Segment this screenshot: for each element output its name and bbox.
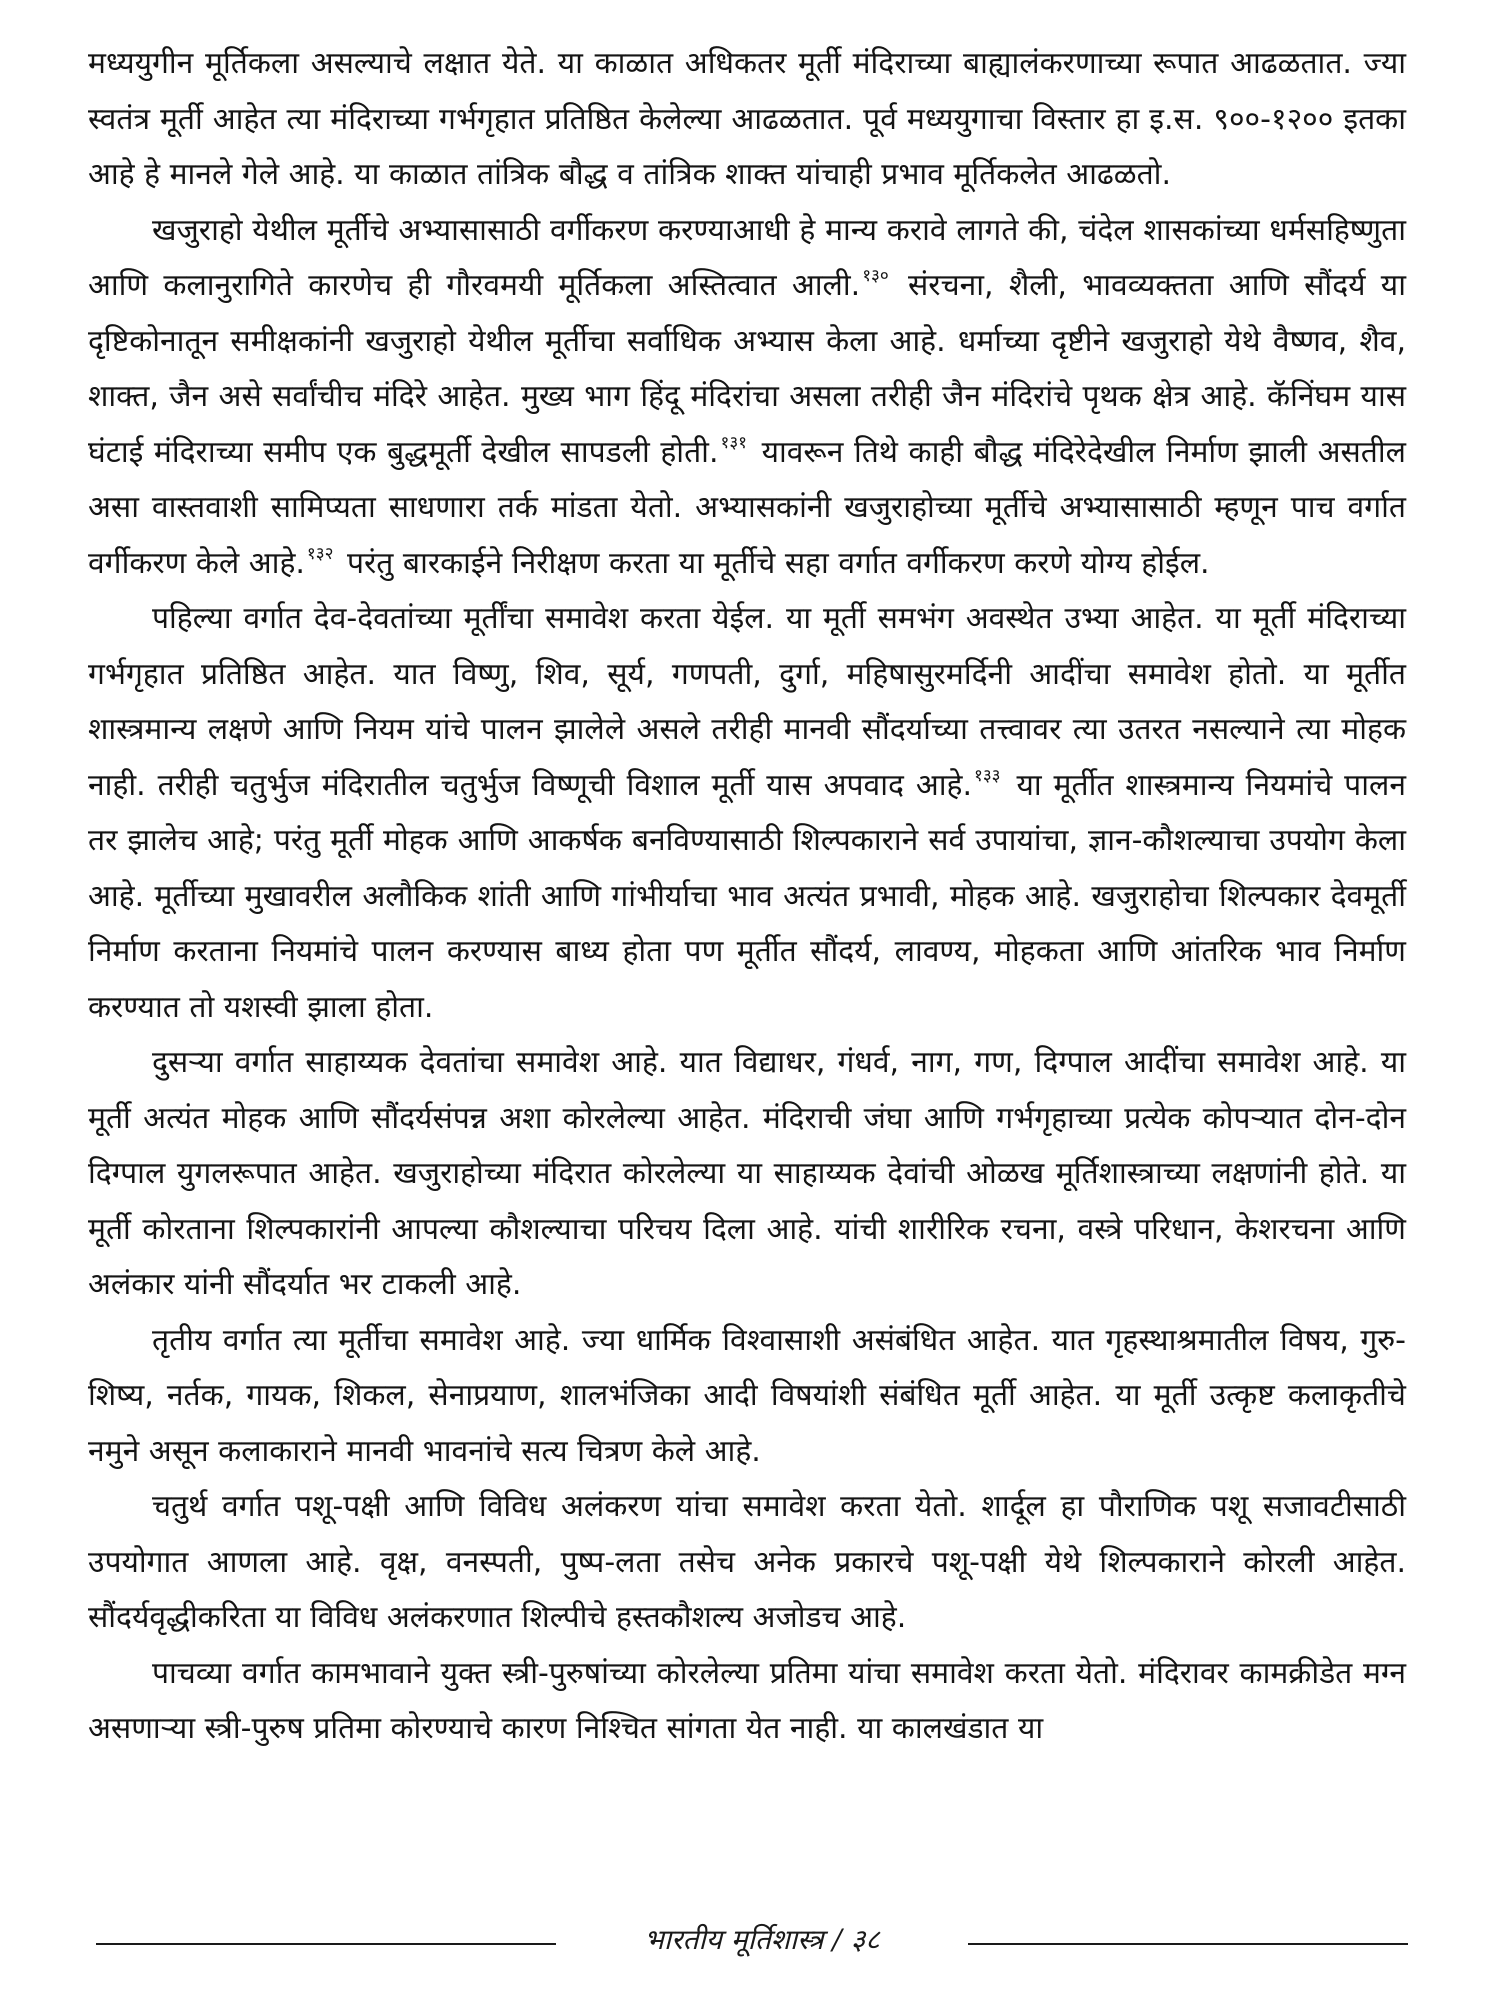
body-paragraph — [88, 36, 1406, 203]
footer-book-title: भारतीय मूर्तिशास्त्र — [644, 1923, 824, 1956]
paragraph-text: तृतीय वर्गात त्या मूर्तीचा समावेश आहे. ज्या धार्मिक विश्वासाशी असंबंधित आहेत. यात गृहस्थाश्रमातील विषय, गुरु-शिष्य, नर्तक, गायक, शिकल, सेनाप्रयाण, शालभंजिका आदी विषयांशी संबंधित मूर्ती आहेत. या मूर्ती उत्कृष्ट कलाकृतीचे नमुने असून कलाकाराने मानवी भावनांचे सत्य चित्रण केले आहे. — [88, 1322, 1406, 1469]
footnote-marker: १३० — [862, 266, 889, 286]
footnote-marker: १३२ — [306, 543, 334, 564]
body-paragraph — [88, 203, 1406, 592]
page-footer — [96, 1910, 1408, 1970]
page-number: ३८ — [850, 1923, 880, 1956]
paragraph-text: चतुर्थ वर्गात पशू-पक्षी आणि विविध अलंकरण यांचा समावेश करता येतो. शार्दूल हा पौराणिक पशू सजावटीसाठी उपयोगात आणला आहे. वृक्ष, वनस्पती, पुष्प-लता तसेच अनेक प्रकारचे पशू-पक्षी येथे शिल्पकाराने कोरली आहेत. सौंदर्यवृद्धीकरिता या विविध अलंकरणात शिल्पीचे हस्तकौशल्य अजोडच आहे. — [88, 1489, 1406, 1635]
body-paragraph — [88, 1479, 1406, 1646]
paragraph-text: या मूर्तीत शास्त्रमान्य नियमांचे पालन तर झालेच आहे; परंतु मूर्ती मोहक आणि आकर्षक बनविण्यासाठी शिल्पकाराने सर्व उपायांचा, ज्ञान-कौशल्याचा उपयोग केला आहे. मूर्तीच्या मुखावरील अलौकिक शांती आणि गांभीर्याचा भाव अत्यंत प्रभावी, मोहक आहे. खजुराहोचा शिल्पकार देवमूर्ती निर्माण करताना नियमांचे पालन करण्यास बाध्य होता पण मूर्तीत सौंदर्य, लावण्य, मोहकता आणि आंतरिक भाव निर्माण करण्यात तो यशस्वी झाला होता. — [88, 767, 1406, 1025]
body-paragraph — [88, 1313, 1406, 1480]
page-body — [88, 36, 1406, 1757]
paragraph-text: दुसऱ्या वर्गात साहाय्यक देवतांचा समावेश आहे. यात विद्याधर, गंधर्व, नाग, गण, दिग्पाल आदींचा समावेश आहे. या मूर्ती अत्यंत मोहक आणि सौंदर्यसंपन्न अशा कोरलेल्या आहेत. मंदिराची जंघा आणि गर्भगृहाच्या प्रत्येक कोपऱ्यात दोन-दोन दिग्पाल युगलरूपात आहेत. खजुराहोच्या मंदिरात कोरलेल्या या साहाय्यक देवांची ओळख मूर्तिशास्त्राच्या लक्षणांनी होते. या मूर्ती कोरताना शिल्पकारांनी आपल्या कौशल्याचा परिचय दिला आहे. यांची शारीरिक रचना, वस्त्रे परिधान, केशरचना आणि अलंकार यांनी सौंदर्यात भर टाकली आहे. — [88, 1045, 1406, 1302]
paragraph-text: संरचना, शैली, भावव्यक्तता आणि सौंदर्य या दृष्टिकोनातून समीक्षकांनी खजुराहो येथील मूर्तीचा सर्वाधिक अभ्यास केला आहे. धर्माच्या दृष्टीने खजुराहो येथे वैष्णव, शैव, शाक्त, जैन असे सर्वांचीच मंदिरे आहेत. मुख्य भाग हिंदू मंदिरांचा असला तरीही जैन मंदिरांचे पृथक क्षेत्र आहे. कॅनिंघम यास घंटाई मंदिराच्या समीप एक बुद्धमूर्ती देखील सापडली होती. — [88, 268, 1406, 470]
paragraph-text: मध्ययुगीन मूर्तिकला असल्याचे लक्षात येते. या काळात अधिकतर मूर्ती मंदिराच्या बाह्यालंकरणाच्या रूपात आढळतात. ज्या स्वतंत्र मूर्ती आहेत त्या मंदिराच्या गर्भगृहात प्रतिष्ठित केलेल्या आढळतात. पूर्व मध्ययुगाचा विस्तार हा इ.स. ९००-१२०० इतका आहे हे मानले गेले आहे. या काळात तांत्रिक बौद्ध व तांत्रिक शाक्त यांचाही प्रभाव मूर्तिकलेत आढळतो. — [88, 46, 1406, 192]
footer-rule-right — [968, 1943, 1408, 1945]
footer-rule-left — [96, 1943, 556, 1945]
footnote-marker: १३३ — [973, 765, 1001, 786]
paragraph-text: यावरून तिथे काही बौद्ध मंदिरेदेखील निर्माण झाली असतील असा वास्तवाशी सामिप्यता साधणारा तर्क मांडता येतो. अभ्यासकांनी खजुराहोच्या मूर्तीचे अभ्यासासाठी म्हणून पाच वर्गात वर्गीकरण केले आहे. — [88, 434, 1406, 581]
footer-folio — [556, 1912, 968, 1968]
paragraph-text: परंतु बारकाईने निरीक्षण करता या मूर्तीचे सहा वर्गात वर्गीकरण करणे योग्य होईल. — [337, 545, 1210, 581]
paragraph-text: पाचव्या वर्गात कामभावाने युक्त स्त्री-पुरुषांच्या कोरलेल्या प्रतिमा यांचा समावेश करता येतो. मंदिरावर कामक्रीडेत मग्न असणाऱ्या स्त्री-पुरुष प्रतिमा कोरण्याचे कारण निश्चित सांगता येत नाही. या कालखंडात या — [88, 1655, 1406, 1746]
footer-separator: / — [823, 1923, 851, 1956]
paragraph-text: खजुराहो येथील मूर्तीचे अभ्यासासाठी वर्गीकरण करण्याआधी हे मान्य करावे लागते की, चंदेल शासकांच्या धर्मसहिष्णुता आणि कलानुरागिते कारणेच ही गौरवमयी मूर्तिकला अस्तित्वात आली. — [88, 212, 1406, 303]
paragraph-text: पहिल्या वर्गात देव-देवतांच्या मूर्तींचा समावेश करता येईल. या मूर्ती समभंग अवस्थेत उभ्या आहेत. या मूर्ती मंदिराच्या गर्भगृहात प्रतिष्ठित आहेत. यात विष्णु, शिव, सूर्य, गणपती, दुर्गा, महिषासुरमर्दिनी आदींचा समावेश होतो. या मूर्तीत शास्त्रमान्य लक्षणे आणि नियम यांचे पालन झालेले असले तरीही मानवी सौंदर्याच्या तत्त्वावर त्या उतरत नसल्याने त्या मोहक नाही. तरीही चतुर्भुज मंदिरातील चतुर्भुज विष्णूची विशाल मूर्ती यास अपवाद आहे. — [88, 601, 1406, 803]
footnote-marker: १३१ — [720, 432, 748, 453]
body-paragraph — [88, 1035, 1406, 1313]
body-paragraph — [88, 1646, 1406, 1757]
body-paragraph — [88, 591, 1406, 1035]
